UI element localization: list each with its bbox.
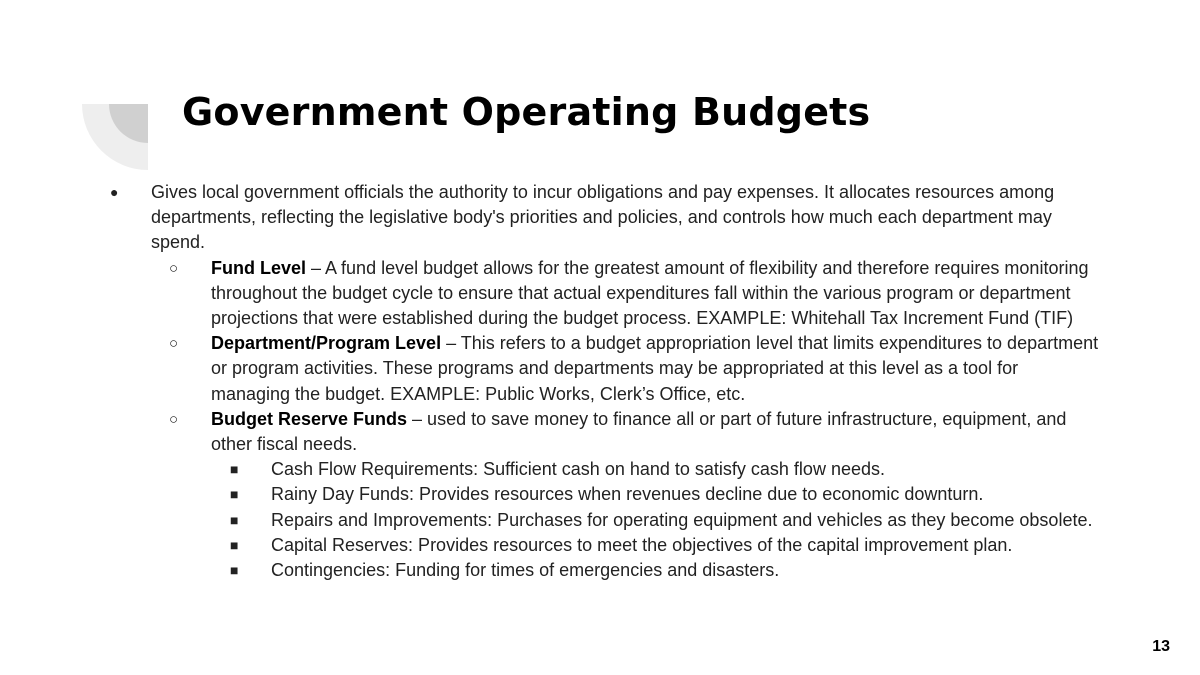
bullet-item-fund-level (0, 256, 1101, 332)
bullet-square-icon: ■ (230, 562, 239, 579)
bullet-circle-icon: ○ (169, 259, 179, 277)
bullet-item-capital-reserves (0, 533, 1111, 558)
bullet-item-intro (0, 180, 1101, 256)
bullet-square-icon: ■ (230, 511, 239, 528)
bullet-text: Repairs and Improvements: Purchases for operating equipment and vehicles as they become obsolete. (271, 509, 1093, 530)
slide-title: Government Operating Budgets (182, 90, 871, 134)
bullet-item-cash-flow (0, 457, 1111, 482)
bullet-circle-icon: ○ (169, 335, 179, 353)
slide-content (0, 180, 1200, 583)
page-number: 13 (1152, 638, 1170, 655)
bullet-text: Contingencies: Funding for times of emergencies and disasters. (271, 560, 780, 581)
bullet-dot-icon: ● (110, 184, 119, 200)
bullet-text: Cash Flow Requirements: Sufficient cash on hand to satisfy cash flow needs. (271, 459, 885, 480)
bullet-text: – used to save money to finance all or part of future infrastructure, equipment, and other fiscal needs. (211, 408, 1067, 455)
bullet-item-contingencies (0, 558, 1111, 583)
bullet-item-department-program-level (0, 331, 1101, 407)
bullet-text: – This refers to a budget appropriation level that limits expenditures to department or program activities. These programs and departments may be appropriated at this level as a tool for managing the budget. EXAMPLE: Public Works, Clerk’s Office, etc. (211, 333, 1099, 404)
bullet-text: – A fund level budget allows for the greatest amount of flexibility and therefore requires monitoring throughout the budget cycle to ensure that actual expenditures fall within the various program or department projections that were established during the budget process. EXAMPLE: Whitehall Tax Increment Fund (TIF) (211, 257, 1089, 329)
bullet-term: Budget Reserve Funds (211, 408, 408, 429)
bullet-circle-icon: ○ (169, 410, 179, 428)
bullet-text: Gives local government officials the authority to incur obligations and pay expenses. It allocates resources among departments, reflecting the legislative body's priorities and policies, and controls how much each department may spend. (151, 182, 1055, 253)
bullet-item-budget-reserve-funds (0, 407, 1101, 457)
bullet-square-icon: ■ (230, 486, 239, 503)
bullet-item-rainy-day (0, 482, 1111, 507)
bullet-square-icon: ■ (230, 536, 239, 553)
bullet-item-repairs (0, 508, 1111, 533)
bullet-square-icon: ■ (230, 461, 239, 478)
bullet-text: Capital Reserves: Provides resources to meet the objectives of the capital improvement plan. (271, 534, 1013, 555)
bullet-text: Rainy Day Funds: Provides resources when revenues decline due to economic downturn. (271, 484, 984, 505)
bullet-term: Fund Level (211, 257, 307, 278)
decorative-corner-shape (82, 104, 148, 170)
bullet-term: Department/Program Level (211, 333, 442, 354)
